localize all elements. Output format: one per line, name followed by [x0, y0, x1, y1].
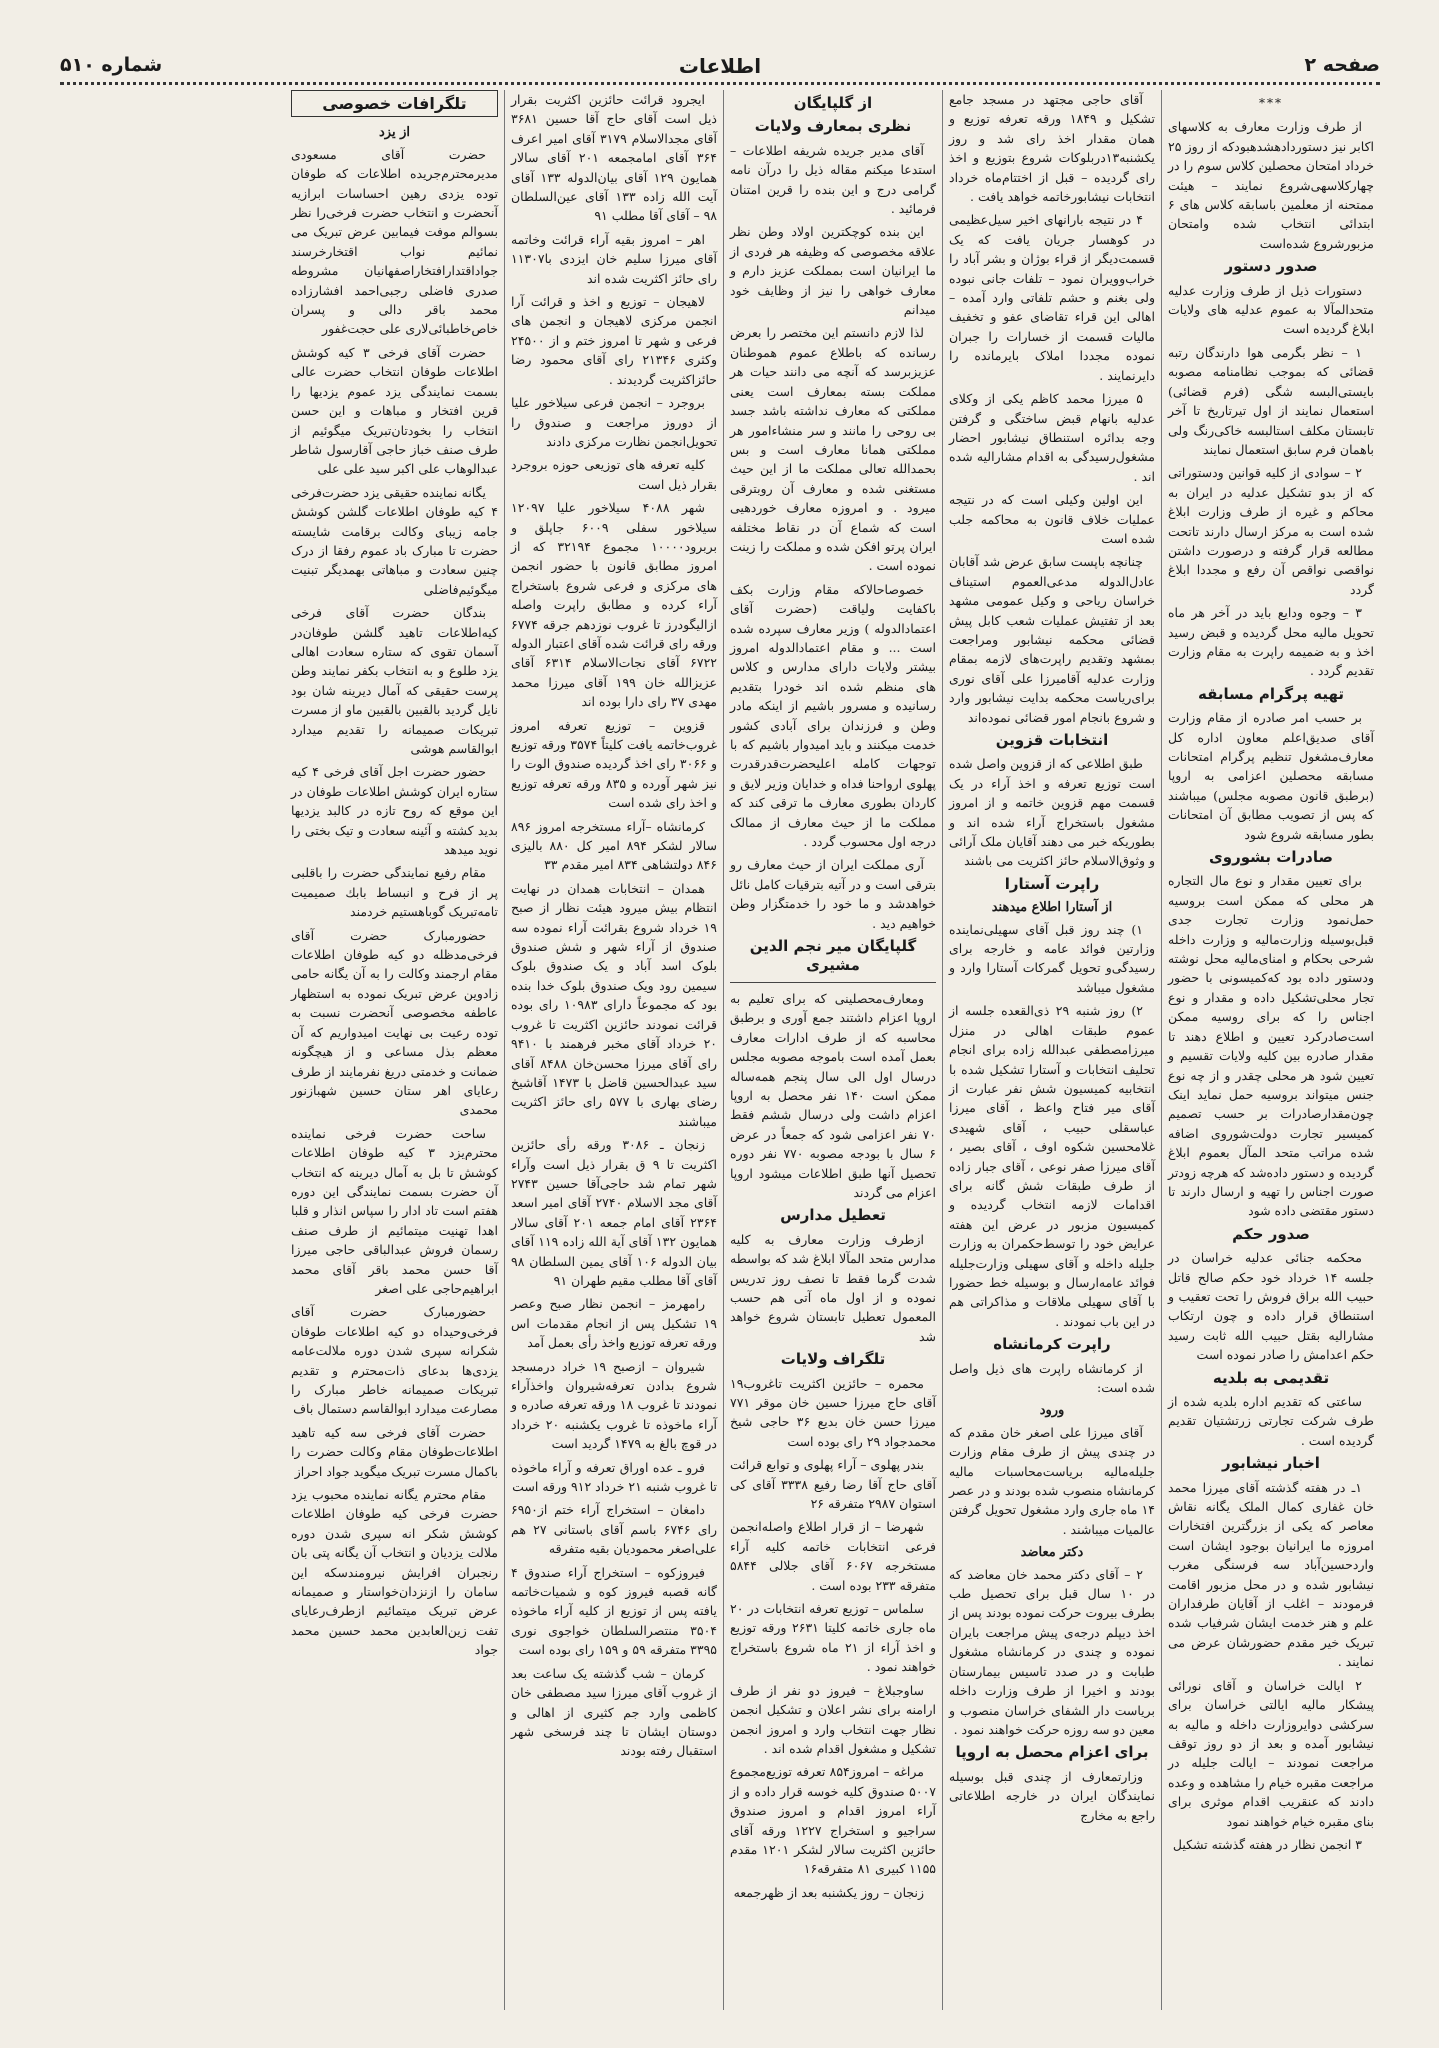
article-paragraph: حضرت آقای فرخی ۳ کیه کوشش اطلاعات طوفان انتخاب حضرت عالی بسمت نمایندگی یزد عموم یزدیها را قرین افتخار و مباهات و این حسن انتخاب را بخودتان‌تبریک میگوئیم از طرف صنف خباز حاجی آقارسول شاطر عبدالوهاب علی اکبر سید علی علی — [291, 344, 498, 477]
column-1 — [1161, 90, 1380, 2010]
article-paragraph: آری مملکت ایران از حیث معارف رو بترقی است و در آتیه بترقیات کامل نائل خواهدشد و ما خود را خدمتگزار وطن خواهیم دید . — [730, 857, 936, 931]
article-paragraph: ۱ – نظر بگرمی هوا دارندگان رتبه قضائی که بموجب نظامنامه مصوبه بایستی‌البسه شگی (فرم قضائی) استعمال نمایند از اول تیرتاریخ تا آخر تابستان مکلف استالبسه خاکی‌رنگ ولی باهمان فرم سابق استعمال نمایند — [1168, 344, 1374, 457]
article-paragraph: محمره – حائزین اکثریت تاغروب۱۹ آقای حاج میرزا حسین خان موقر ۷۷۱ میرزا حسن خان بدیع ۳۶ حاجی شیخ محمدجواد ۲۹ رای بوده است — [730, 1375, 936, 1449]
article-heading: نظری بمعارف ولایات — [754, 117, 912, 136]
article-heading: صدور حکم — [1232, 1224, 1310, 1243]
article-paragraph: فیروزکوه – استخراج آراء صندوق ۴ گانه قصبه فیروز کوه و شمیات‌خاتمه یافته پس از توزیع از کلیه آراء ماخوذه ۳۵۰۴ منتصرالسلطان خواجوی نوری ۳۳۹۵ متفرقه ۵۹ و ۱۵۹ رای بوده است — [511, 1564, 717, 1658]
article-subheading: از آستارا اطلاع میدهند — [991, 900, 1113, 916]
article-paragraph: ساعتی که تقدیم اداره بلدیه شده از طرف شرکت تجارتی زرتشتیان تقدیم گردیده است . — [1168, 1394, 1374, 1448]
article-paragraph: حضرت آقای مسعودی مدیرمحترم‌جریده اطلاعات که طوفان توده یزدی رهین احساسات ابرازیه آنحضرت و انتخاب حضرت فرخی‌را نظر بسوالم موفت فیمابین عرض تبریک می نمائیم نواب اقتخارخرسند جواداقتدارافتخاراصفهانیان مشروطه صدری فاضلی رجبی‌احمد افشارزاده محمد باقر دالی و پسران خاص‌خاطبائی‌لاری علی حجت‌غفور — [291, 146, 498, 337]
article-byline: گلپایگان میر نجم الدین مشیری — [749, 937, 917, 975]
article-paragraph: طبق اطلاعی که از قزوین واصل شده است توزیع تعرفه و اخذ آراء در یک قسمت مهم قزوین خاتمه و از امروز مشغول باستخراج آراء شده اند و بطوریکه خبر می دهند آقایان ملک آرائی و وثوق‌الاسلام حائز اکثریت می باشند — [949, 756, 1155, 869]
column-4 — [504, 90, 723, 2010]
article-paragraph: شهر ۴۰۸۸ سیلاخور علیا ۱۲۰۹۷ سیلاخور سفلی ۶۰۰۹ جاپلق و بربرود۱۰۰۰۰ مجموع ۳۲۱۹۴ که از امروز مطابق قانون با حضور انجمن های مرکزی و فرعی شروع باستخراج آراء کرده و مطابق راپرت واصله ازالیگودرز تا غروب نوزدهم جرقه ۶۷۷۴ ورقه رای قرائت شده آقای اعتبار الدوله ۶۷۲۲ آقای نجات‌الاسلام ۶۳۱۴ آقای عزیزالله خان ۱۹۹ آقای میرزا محمد مهدی ۳۷ رای دارا بوده اند — [511, 500, 718, 710]
page-number: صفحه ۲ — [1304, 54, 1380, 76]
article-heading: برای اعزام محصل به اروپا — [955, 1743, 1149, 1762]
article-paragraph: برای تعیین مقدار و نوع مال التجاره هر محلی که ممکن است بروسیه حمل‌نمود وزارت تجارت جدی قبل‌بوسیله وزارت‌مالیه و وزارت داخله شرحی بحکام و امنای‌مالیه محل نوشته ودستور داده بود که‌کمیسونی با حضور تجار محلی‌تشکیل داده و مقدار و نوع اجناس را که برای روسیه ممکن است‌صادرکرد تعیین و اطلاع دهند تا مقدار صادره بین کلیه ولایات تقسیم و تعیین شود هر محلی چقدر و از چه نوع جنس میتواند بروسیه حمل نماید اینک چون‌مقدار‌صادرات بر حسب تصمیم کمیسیر تجارت دولت‌شوروی اضافه شده مراتب متحد المآل بعموم ابلاغ گردیده و دستور داده‌شد که هرچه زودتر صورت اجناس را تهیه و ارسال دارند تا دستور مقتضی داده شود — [1168, 873, 1374, 1219]
column-3 — [723, 90, 942, 2010]
article-paragraph: بندر پهلوی – آراء پهلوی و توابع قرائت آقای حاج آقا رضا رفیع ۳۳۳۸ آقای کی استوان ۲۹۸۷ متفرقه ۲۶ — [730, 1457, 936, 1512]
masthead-rule — [60, 82, 1380, 85]
article-paragraph: یگانه نماینده حقیقی یزد حضرت‌فرخی ۴ کیه طوفان اطلاعات گلشن کوشش جامه زیبای وکالت برقامت شایسته حضرت تا مبارک باد عموم رفقا از درک چنین سعادت و مباهاتی بهمدیگر تبنیت میگوئیم‌فاضلی — [291, 484, 498, 597]
article-heading: تقدیمی به بلدیه — [1212, 1368, 1330, 1387]
article-paragraph: حضورمبارک حضرت آقای فرخی‌مدظله دو کیه طوفان اطلاعات مقام ارجمند وکالت را به آن یگانه حامی زادوین عرض تبریک نموده به استظهار عاطفه مخصوصی آنحضرت نسبت به توده رعیت بی نهایت امیدواریم که آن معظم بذل مساعی و از هیچگونه ضمانت و خدمتی دریغ نفرمایند از طرف رعایای اهر ستان حسین شهبازنور محمدی — [291, 927, 498, 1118]
article-paragraph: قزوین – توزیع تعرفه امروز غروب‌خاتمه یافت کلیتاً ۳۵۷۴ ورقه توزیع و ۳۰۶۶ رای اخذ گردیده صندوق الوت را نیز شهر آورده و ۸۳۵ ورقه تعرفه توزیع و اخذ رای شده است — [511, 717, 717, 811]
article-paragraph: ۵ میرزا محمد کاظم یکی از وکلای عدلیه بانهام قبض ساختگی و گرفتن وجه بدائره استنطاق نیشابور احضار مشغول‌رسیدگی به اقدام مشارالیه شده اند . — [949, 391, 1155, 484]
article-heading: صدور دستور — [1224, 257, 1318, 276]
article-paragraph: آقای مدیر جریده شریفه اطلاعات – استدعا میکنم مقاله ذیل را درآن نامه گرامی درج و این بنده را قرین امتنان فرمائید . — [730, 142, 936, 217]
article-paragraph: مقام محترم یگانه نماینده محبوب یزد حضرت فرخی کیه طوفان اطلاعات کوشش شکر انه سپری شدن دوره ملالت یزدیان و انتخاب آن یگانه پتی بان رنجبران افرایش نیرومندسکه این سامان را ازنزدان‌خواستار و صمیمانه عرض تبریک میتمائیم ازطرف‌رعایای تفت زین‌العابدین محمد حسین محمد جواد — [291, 1487, 498, 1658]
article-paragraph: لذا لازم دانستم این مختصر را بعرض رسانده که باطلاع عموم هموطنان عزیزبرسد که آنچه می دانند حیات هر مملکت بسته بمعارف است یعنی مملکتی که معارف نداشته باشد جسد بی روحی را مانند و سر منشاءامور هر مملکتی همانا معارف است و بس بحمدالله تعالی مملکت ما از این حیث مستغنی شده و معارف آن روبترقی میرود . و امروزه معارف خوردهیی است که شماع آن در نقاط مختلفه ایران پرتو افکن شده و مملکت را زینت نموده است . — [730, 325, 936, 574]
column-divider — [730, 982, 936, 983]
article-paragraph: همدان – انتخابات همدان در نهایت انتظام بیش میرود هیئت نظار از صبح ۱۹ خرداد شروع بقرائت آراء نموده سه صندوق از آراء شهر و شش صندوق بلوک اسد آباد و یک صندوق بلوک سیمین رود ویک صندوق بلوک خدا بنده بود که مجموعاً دارای ۱۰۹۸۳ رای بوده قرائت نمودند حائزین اکثریت تا غروب ۲۰ خرداد آقای مخبر فرهمند با ۹۴۱۰ رای آقای میرزا محسن‌خان ۸۴۸۸ آقای سید عبدالحسین قاضل با ۱۴۷۳ آقاشیخ رضای بهاری با ۵۷۷ رای حائز اکثریت میباشند — [511, 880, 718, 1129]
article-heading: از گلپایگان — [793, 94, 873, 112]
article-paragraph: ازطرف وزارت معارف به کلیه مدارس متحد المآلا ابلاغ شد که بواسطه شدت گرما فقط تا نصف روز تدریس نموده و از اول ماه آتی هم حسب المعمول تعطیل تابستان شروع خواهد شد — [730, 1231, 936, 1344]
article-paragraph: محکمه جنائی عدلیه خراسان در جلسه ۱۴ خرداد خود حکم صالح قاتل حبیب الله براق فروش را تحت تعقیب و استنطاق قرار داده و چون ارتکاب مشارالیه بقتل حبیب الله ثابت رسید حکم اعدامش را صادر نموده است — [1168, 1250, 1374, 1363]
article-paragraph: خصوصاحالاکه مقام وزارت بکف باکفایت ولیاقت (حضرت آقای اعتمادالدوله ) وزیر معارف سپرده شده است ... و مقام اعتمادالدوله امروز بیشتر ولایات دارای مدارس و کلاس های منظم شده اند خودرا بتقدیم رسانیده و مسرور باشیم از اینکه مادر وطن و فرزندان برای آبادی کشور خدمت میکنند و باید امیدوار باشیم که با توجهات کامله اعلیحضرت‌قدرقدرت پهلوی ارواحنا فداه و خدایان وزیر لایق و کاردان بطوری معارف ما ترقی کند که مملکت ما از حیث معارف از ممالک درجه اول محسوب گردد . — [730, 581, 936, 850]
article-heading: راپرت کرمانشاه — [993, 1335, 1111, 1354]
article-subheading: ورود — [1039, 1403, 1065, 1419]
article-paragraph: ۱) چند روز قبل آقای سهیلی‌نماینده وزارتین فوائد عامه و خارجه برای رسیدگی‌و تحویل گمرکات آستارا وارد و مشغول میباشد — [949, 921, 1155, 995]
article-paragraph: حضورمبارک حضرت آقای فرخی‌وحیداه دو کیه اطلاعات طوفان شکرانه سپری شدن دوره ملالت‌عامه یزدی‌ها بدعای ذات‌محترم و تقدیم تبریکات صمیمانه خاطر مبارک را مصارعت میدارد ابوالقاسم دستمال باف — [291, 1304, 498, 1417]
article-paragraph: ۱ـ در هفته گذشته آقای میرزا محمد خان غفاری کمال الملک یگانه نقاش معاصر که یکی از بزرگترین افتخارات امروزه ما ایرانیان بوجود ایشان است واردحسین‌آباد سه فرسنگی مغرب نیشابور شده و در محل مزبور اقامت فرمودند – اغلب از آقایان طرفداران علم و هنر خدمت ایشان شرفیاب شده تبریک خیر مقدم حضورشان عرض می نمایند . — [1168, 1479, 1374, 1670]
article-paragraph: ۲ – آقای دکتر محمد خان معاضد که در ۱۰ سال قبل برای تحصیل طب بطرف بیروت حرکت نموده بودند پس از اخذ دیپلم درجه‌ی پیش مراجعت بایران نموده و چندی در کرمانشاه مشغول طبابت و در صدد تاسیس بیمارستان بودند و اخیرا از طرف وزارت داخله بریاست دار الشفای خراسان منصوب و معین دو سه روزه حرکت خواهند نمود . — [949, 1566, 1155, 1737]
section-stars: *** — [1259, 96, 1283, 110]
article-paragraph: لاهیجان – توزیع و اخذ و قرائت آرا انجمن مرکزی لاهیجان و انجمن های فرعی و شهر تا امروز ختم و از ۲۴۵۰۰ وکثری ۲۱۳۴۶ رای آقای محمود رضا حائزاکثریت گردیدند . — [511, 294, 717, 387]
article-columns — [62, 90, 1380, 2010]
article-heading: انتخابات قزوین — [995, 731, 1109, 749]
article-paragraph: بندگان حضرت آقای فرخی کیه‌اطلاعات تاهید گلشن طوفان‌در آسمان تقوی که ستاره سعادت اهالی یزد طلوع و به انتخاب بکفر نمایند وطن پرست حقیقی که آمال دیرینه شان بود نایل گردید بالقبین بالقبین ماو از مسرت تبریکات صمیمانه را تقدیم میدارد ابوالقاسم هوشی — [291, 605, 498, 756]
article-paragraph: حضرت آقای فرخی سه کیه تاهید اطلاعات‌طوفان مقام وکالت حضرت را باکمال مسرت تبریک میگوید جواد احراز — [291, 1424, 498, 1479]
article-paragraph: آقای میرزا علی اصغر خان مقدم که در چندی پیش از طرف مقام وزارت جلیله‌مالیه بریاست‌محاسبات مالیه کرمانشاه منصوب شده بودند و در عصر ۱۴ ماه جاری وارد مشغول تحویل گرفتن عالمیات میباشند . — [949, 1424, 1155, 1537]
article-paragraph: این اولین وکیلی است که در نتیجه عملیات خلاف قانون به محاکمه جلب شده است — [949, 492, 1155, 546]
article-paragraph: شیروان – ازصبح ۱۹ خراد درمسجد شروع بدادن تعرفه‌شیروان واخذآراء نمودند تا غروب ۱۸ ورقه تعرفه صادره و آراء ماخوذه تا غروب یکشنبه ۲۰ خرداد در قوچ بالغ به ۱۴۷۹ گردید است — [511, 1358, 718, 1452]
article-heading: راپرت آستارا — [1004, 874, 1100, 893]
article-paragraph: از کرمانشاه راپرت های ذیل واصل شده است: — [949, 1360, 1155, 1395]
article-paragraph: بروجرد – انجمن فرعی سیلاخور علیا از دوروز مراجعت و صندوق را تحویل‌انجمن نظارت مرکزی دادند — [511, 395, 717, 449]
article-paragraph: اهر – امروز بقیه آراء قرائت وخاتمه آقای میرزا سلیم خان ایزدی با۱۱۳۰۷ رای حائز اکثریت شده اند — [511, 231, 717, 286]
article-paragraph: شهرضا – از قرار اطلاع واصله‌انجمن فرعی انتخابات خاتمه کلیه آراء مستخرجه ۶۰۶۷ آقای جلالی ۵۸۴۴ متفرقه ۲۳۳ بوده است . — [730, 1519, 936, 1593]
article-heading: تعطیل مدارس — [780, 1206, 886, 1225]
article-heading: اخبار نیشابور — [1222, 1454, 1320, 1473]
article-heading: تلگراف ولایات — [780, 1350, 886, 1369]
article-paragraph: ایجرود قرائت حائزین اکثریت بقرار ذیل است آقای حاج آقا حسین ۳۶۸۱ آقای مجدالاسلام ۳۱۷۹ آقای امیر اعرف ۳۶۴ آقای امامجمعه ۲۰۱ آقای سالار همایون ۱۲۹ آقای بیان‌الدوله ۱۳۳ آقای آیت الله زاده ۱۳۳ آقای عین‌السلطان ۹۸ – آقای آقا مطلب ۹۱ — [511, 92, 718, 224]
article-paragraph: ۲) روز شنبه ۲۹ ذی‌القعده جلسه از عموم طبقات اهالی در منزل میرزامصطفی عبدالله زاده برای انجام تحلیف انتخابات و آستارا تشکیل شده با انتخابیه کمیسیون شش نفر عبارت از آقای میر فتاح واعظ ، آقای میرزا عباسقلی حبیب ، آقای شهیدی غلامحسین شکوه اوف ، آقای بصیر ، آقای میرزا صفر نوعی ، آقای جبار زاده از طرف طبقات شش گانه برای اقدامات لازمه انتخاب گردیده و کمیسیون مزبور در عرض این هفته عرایض خود را توسط‌حکمران به وزارت جلیله داخله و آقای سهیلی وزارت‌جلیله فوائد عامه‌ارسال و بوسیله خط حضورا با آقای سهیلی ملاقات و مذاکراتی هم در این باب نمودند . — [949, 1003, 1155, 1329]
article-paragraph: ۲ ایالت خراسان و آقای نورائی پیشکار مالیه ایالتی خراسان برای سرکشی دوایروزارت داخله و مالیه به نیشابور آمده و بعد از دو روز توقف مراجعت نمودند – ایالت جلیله در مراجعت مقبره خیام را مشاهده و وعده دادند که عنقریب اقدام موثری برای بنای مقبره خیام خواهند نمود — [1168, 1677, 1374, 1829]
column-2 — [942, 90, 1161, 2010]
article-paragraph: ساوجبلاغ – فیروز دو نفر از طرف ارامنه برای نشر اعلان و تشکیل انجمن نظار جهت انتخاب وارد و امروز انجمن تشکیل و مشغول اقدام شده اند . — [730, 1682, 936, 1756]
article-paragraph: ۲ – سوادی از کلیه قوانین ودستوراتی که از بدو تشکیل عدلیه در ایران به محاکم و غیره از طرف وزارت ابلاغ شده است به مرکز ارسال دارند تاتحت مطالعه قرار گرفته و درصورت داشتن نواقصی نواقص آن رفع و مجددا ابلاغ گردد — [1168, 465, 1374, 597]
article-paragraph: وزارتمعارف از چندی قبل بوسیله نمایندگان ایران در خارجه اطلاعاتی راجع به مخارج — [949, 1768, 1155, 1823]
article-paragraph: رامهرمز – انجمن نظار صبح وعصر ۱۹ تشکیل پس از انجام مقدمات اس ورقه تعرفه توزیع واخذ رأی بعمل آمد — [511, 1296, 717, 1351]
article-subheading: دکتر معاضد — [1020, 1545, 1084, 1561]
article-paragraph: سلماس – توزیع تعرفه انتخابات در ۲۰ ماه جاری خاتمه کلیتا ۲۶۳۱ ورقه توزیع و اخذ آراء از ۲۱ ماه شروع باستخراج خواهند نمود . — [730, 1601, 936, 1675]
section-title: تلگرافات خصوصی — [291, 90, 498, 117]
article-paragraph: زنجان ـ ۳۰۸۶ ورقه رأی حائزین اکثریت تا ۹ ق بقرار ذیل است وآراء شهر تمام شد حاجی‌آقا حسین ۲۷۴۳ آقای مجد الاسلام ۲۷۴۰ آقای امیر اسعد ۲۳۶۴ آقای امام جمعه ۲۰۱ آقای سالار همایون ۱۳۲ آقای آیة الله زاده ۱۱۹ آقای بیان الدوله ۱۰۶ آقای یمین السلطان ۹۸ آقای آقا مطلب مقیم طهران ۹۱ — [511, 1137, 718, 1288]
article-paragraph: مقام رفیع نمایندگی حضرت را باقلبی پر از فرح و انبساط بابك صمیمیت تامه‌تبریک گوباهستیم خردمند — [291, 865, 498, 920]
article-paragraph: کرمانشاه –آراء مستخرجه امروز ۸۹۶ سالار لشکر ۸۹۴ امیر کل ۸۸۰ بالیزی ۸۴۶ دولتشاهی ۸۳۴ امیر مقدم ۳۳ — [511, 818, 717, 873]
article-paragraph: ۳ – وجوه ودایع باید در آخر هر ماه تحویل مالیه محل گردیده و قبض رسید اخذ و به ضمیمه راپرت به مقام وزارت تقدیم گردد . — [1168, 605, 1374, 679]
article-heading: صادرات بشوروی — [1209, 848, 1333, 867]
issue-number: شماره ۵۱۰ — [60, 54, 163, 76]
article-paragraph: مراغه – امروز۸۵۴ تعرفه توزیع‌مجموع ۵۰۰۷ صندوق کلیه خوسه قرار داده و از آراء امروز اقدام و امروز صندوق سراجیو و استخراج ۱۲۲۷ ورقه آقای حائزین اکثریت سالار لشکر ۱۲۰۱ مقدم ۱۱۵۵ کبیری ۸۱ متفرقه۱۶ — [730, 1764, 936, 1877]
article-paragraph: ۴ در نتیجه بارانهای اخیر سیل‌عظیمی در کوهسار جریان یافت که یک قسمت‌دیگر از قراء بوژان و بشر آباد را خراب‌وویران نمود – تلفات جانی نبوده ولی بغنم و حشم تلفاتی وارد آمده – اهالی این قراء تقاضای عفو و تخفیف مالیات قسمت از خسارات را جبران نموده مجددا املاک بایرمانده را دایرنمایند . — [949, 212, 1155, 383]
article-subheading: از یزد — [379, 125, 410, 141]
article-paragraph: آقای حاجی مجتهد در مسجد جامع تشکیل و ۱۸۴۹ ورقه تعرفه توزیع و همان مقدار اخذ رای شد و روز یکشنبه۱۳دربلوکات شروع بتوزیع و اخذ رای گردیده – قبل از اختتام‌ماه خرداد انتخابات نیشابورخاتمه خواهد یافت . — [949, 92, 1155, 205]
article-paragraph: دستورات ذیل از طرف وزارت عدلیه متحدالمآلا به عموم عدلیه های ولایات ابلاغ گردیده است — [1168, 282, 1374, 337]
article-paragraph: بر حسب امر صادره از مقام وزارت آقای صدیق‌اعلم معاون اداره کل معارف‌مشغول تنظیم پرگرام امتحانات مسابقه محصلین اعزامی به اروپا (برطبق قانون مصوبه مجلس) میباشند که پس از تصویب مطابق آن امتحانات بطور مسابقه شروع شود — [1168, 710, 1374, 842]
article-paragraph: دامغان – استخراج آراء ختم از۶۹۵۰ رای ۶۷۴۶ باسم آقای باستانی ۲۷ هم علی‌اصغر محمودیان بقیه متفرقه — [511, 1502, 717, 1557]
article-paragraph: حضور حضرت اجل آقای فرخی ۴ کیه ستاره ایران کوشش اطلاعات طوفان در این موقع که روح تازه در کالبد یزدیها بدید کشته و آئینه سعادت و تیک بختی را نوید میدهد — [291, 764, 498, 858]
article-paragraph: زنجان – روز یکشنبه بعد از ظهرجمعه — [733, 1884, 924, 1900]
masthead — [60, 48, 1380, 82]
article-paragraph: از طرف وزارت معارف به کلاسهای اکابر نیز دستوردادهشدهبودکه از روز ۲۵ خرداد امتحان محصلین کلاس سوم را در چهارکلاسهی‌شروع نمایند – هیئت ممتحنه از معلمین باسابقه کلاس های ۶ ابتدائی انتخاب شده وامتحان مزبورشروع شده‌است — [1168, 119, 1374, 251]
article-paragraph: کلیه تعرفه های توزیعی حوزه بروجرد بقرار ذیل است — [511, 457, 717, 492]
article-paragraph: کرمان – شب گذشته یک ساعت بعد از غروب آقای میرزا سید مصطفی خان کاظمی وارد جم کثیری از اهالی و دوستان ایشان تا چند فرسخی شهر استقبال رفته بودند — [511, 1665, 717, 1759]
article-paragraph: ساحت حضرت فرخی نماینده محترم‌یزد ۳ کیه طوفان اطلاعات کوشش تا بل به آمال دیرینه که انتخاب آن حضرت بسمت نمایندگی این دوره هفتم است تاد ادار را سپاس انذار و قلبا اهدا تهنیت میتمائیم از طرف صنف رسمان فروش عبدالباقی حاجی میرزا آقا حسن محمد باقر آقای محمد ابراهیم‌حاجی علی اصغر — [291, 1125, 498, 1296]
article-paragraph: ۳ انجمن نظار در هفته گذشته تشکیل — [1172, 1836, 1362, 1852]
article-paragraph: فرو ـ عده اوراق تعرفه و آراء ماخوذه تا غروب شنبه ۲۱ خرداد ۹۱۲ ورقه است — [511, 1459, 717, 1495]
article-heading: تهیه پرگرام مسابقه — [1197, 684, 1345, 703]
article-paragraph: چنانچه باپست سابق عرض شد آقابان عادل‌الدوله مدعی‌العموم استیناف خراسان ریاحی و وکیل عمومی مشهد بعد از تفتیش عملیات شعب کابل پیش قضائی محکمه نیشابور ومراجعت بمشهد وتقدیم راپرت‌های لازمه بمقام وزارت عدلیه آقامیرزا علی آقای نوری برای‌ریاست محکمه بدایت نیشابور وارد و شروع بانجام امور قضائی نموده‌اند — [949, 554, 1155, 725]
article-paragraph: این بنده کوچکترین اولاد وطن نظر علاقه مخصوصی که وظیفه هر فردی از ما ایرانیان است بمملکت عزیز دارم و معارف خواهی را نیز از وظایف خود میدانم — [730, 224, 936, 318]
column-5 — [285, 90, 504, 2010]
article-paragraph: ومعارف‌محصلینی که برای تعلیم به اروپا اعزام داشتند جمع آوری و برطبق محاسبه که از طرف ادارات معارف بعمل آمده است باموجه مصوبه مجلس درسال اول الی سال پنجم همه‌ساله ممکن است ۱۴۰ نفر محصل به اروپا اعزام داشت ولی درسال ششم فقط ۷۰ نفر اعزامی شود که جمعاً در عرض ۶ سال با بودجه مصوبه ۷۷۰ نفر دوره تحصیل آنها طبق اطلاعات میشود اروپا اعزام می گردند — [730, 990, 936, 1200]
newspaper-name: اطلاعات — [678, 54, 762, 78]
